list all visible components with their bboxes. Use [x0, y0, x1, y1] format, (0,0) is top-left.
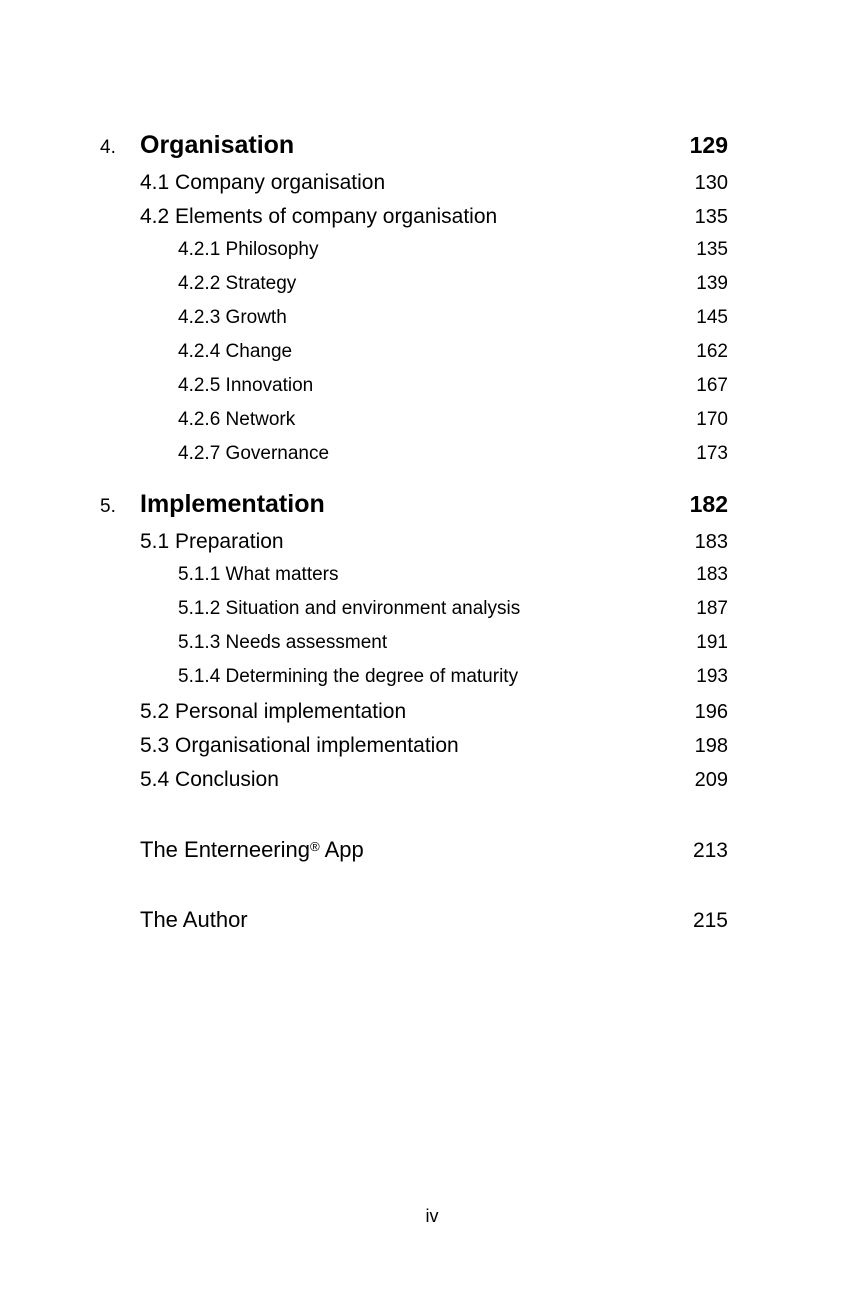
toc-entry-title: 5.1.1 What matters [178, 564, 339, 585]
toc-entry-title: 5.1.4 Determining the degree of maturity [178, 666, 519, 687]
toc-entry-page: 183 [696, 564, 728, 585]
toc-entry-title: 4.2.1 Philosophy [178, 239, 319, 260]
toc-entry-4-2[interactable] [100, 206, 728, 227]
toc-entry-title: 4.1 Company organisation [140, 171, 386, 194]
toc-entry-5-2[interactable] [100, 701, 728, 722]
toc-entry-5-1-4[interactable] [100, 667, 728, 686]
toc-entry-page: 162 [696, 341, 728, 362]
page-folio: iv [425, 1206, 439, 1226]
toc-entry-4-2-7[interactable] [100, 444, 728, 463]
toc-entry-title: 4.2.3 Growth [178, 307, 287, 328]
toc-entry-page: 187 [696, 598, 728, 619]
toc-entry-5-1[interactable] [100, 531, 728, 552]
toc-entry-page: 139 [696, 273, 728, 294]
toc-entry-page: 170 [696, 409, 728, 430]
toc-entry-title: 5.1 Preparation [140, 530, 284, 553]
toc-entry-page: 183 [694, 531, 728, 553]
toc-entry-4-1[interactable] [100, 172, 728, 193]
toc-entry-title: 4.2.4 Change [178, 341, 293, 362]
toc-entry-title: 4.2.2 Strategy [178, 273, 297, 294]
toc-entry-page: 213 [692, 839, 728, 862]
toc-entry-title-part: App [319, 837, 364, 862]
toc-entry-page: 193 [696, 666, 728, 687]
toc-entry-title: 5.4 Conclusion [140, 768, 279, 791]
toc-list [100, 133, 728, 931]
toc-entry-5-3[interactable] [100, 735, 728, 756]
toc-entry-enterneering-app[interactable] [100, 839, 728, 861]
toc-entry-title: 5.1.2 Situation and environment analysis [178, 598, 521, 619]
toc-entry-page: 129 [689, 132, 728, 158]
toc-entry-page: 215 [692, 909, 728, 932]
toc-entry-5-1-3[interactable] [100, 633, 728, 652]
toc-entry-4-2-4[interactable] [100, 342, 728, 361]
toc-entry-title: 4.2 Elements of company organisation [140, 205, 498, 228]
toc-entry-page: 198 [694, 735, 728, 757]
toc-entry-title [140, 909, 674, 931]
toc-entry-title: Implementation [140, 490, 325, 518]
toc-entry-4-2-2[interactable] [100, 274, 728, 293]
toc-entry-page: 209 [694, 769, 728, 791]
toc-entry-number: 4. [100, 137, 116, 158]
toc-entry-title: 4.2.7 Governance [178, 443, 330, 464]
toc-entry-4-2-5[interactable] [100, 376, 728, 395]
toc-entry-page: 145 [696, 307, 728, 328]
toc-entry-title: 5.2 Personal implementation [140, 700, 407, 723]
toc-entry-4-2-1[interactable] [100, 240, 728, 259]
toc-entry-title: 4.2.6 Network [178, 409, 296, 430]
toc-entry-chapter-5[interactable] [100, 492, 728, 517]
toc-entry-page: 182 [689, 491, 728, 517]
toc-entry-5-1-1[interactable] [100, 565, 728, 584]
toc-entry-title [140, 839, 674, 861]
toc-entry-page: 167 [696, 375, 728, 396]
toc-entry-title: 4.2.5 Innovation [178, 375, 314, 396]
toc-entry-5-4[interactable] [100, 769, 728, 790]
toc-entry-page: 135 [696, 239, 728, 260]
toc-entry-title-part: The Author [140, 907, 248, 932]
toc-entry-page: 173 [696, 443, 728, 464]
toc-entry-page: 196 [694, 701, 728, 723]
toc-entry-title: Organisation [140, 131, 295, 159]
toc-entry-4-2-3[interactable] [100, 308, 728, 327]
toc-entry-title: 5.1.3 Needs assessment [178, 632, 388, 653]
toc-entry-page: 191 [696, 632, 728, 653]
toc-entry-4-2-6[interactable] [100, 410, 728, 429]
toc-entry-title-part: The Enterneering [140, 837, 310, 862]
toc-entry-the-author[interactable] [100, 909, 728, 931]
toc-entry-number: 5. [100, 496, 116, 517]
toc-entry-chapter-4[interactable] [100, 133, 728, 158]
toc-entry-page: 130 [694, 172, 728, 194]
toc-entry-title: 5.3 Organisational implementation [140, 734, 459, 757]
registered-trademark-icon: ® [310, 839, 320, 855]
toc-entry-page: 135 [694, 206, 728, 228]
toc-entry-5-1-2[interactable] [100, 599, 728, 618]
